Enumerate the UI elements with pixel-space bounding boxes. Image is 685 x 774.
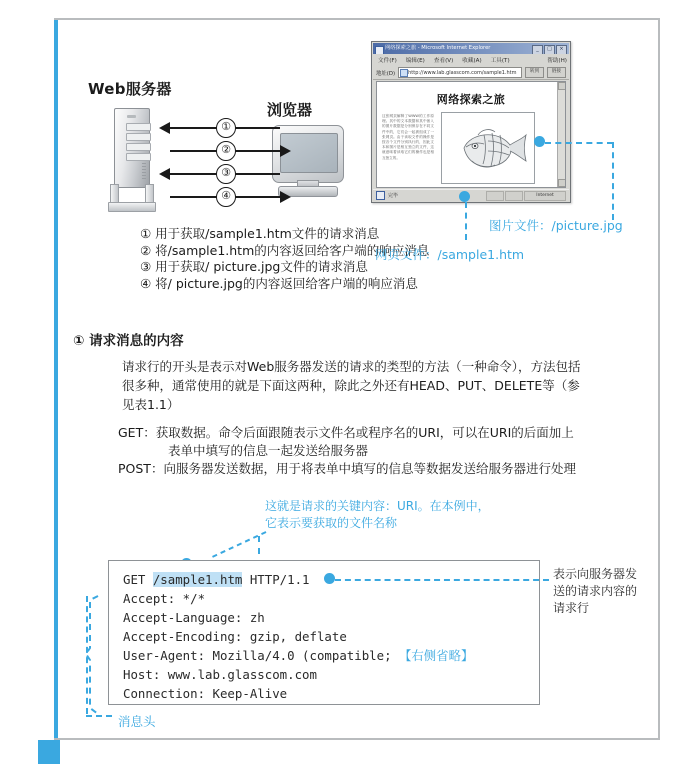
frame-right-border: [658, 18, 660, 740]
maximize-icon[interactable]: □: [544, 45, 555, 54]
header-accept-encoding: Accept-Encoding: gzip, deflate: [123, 629, 347, 644]
uri-annotation-line1: 这就是请求的关键内容：URI。在本例中，: [265, 499, 490, 513]
status-icon: [376, 191, 385, 200]
arrow-number: ①: [216, 118, 236, 138]
header-accept: Accept: */*: [123, 591, 206, 606]
callout-dot-page: [459, 191, 470, 202]
legend-item: ② 将/sample1.htm的内容返回给客户端的响应消息: [140, 242, 430, 258]
web-page-image: [441, 112, 535, 184]
arrowhead-left-icon: [159, 122, 170, 134]
arrowhead-right-icon: [280, 191, 291, 203]
legend-item: ① 用于获取/sample1.htm文件的请求消息: [140, 226, 380, 241]
definition-term: GET：: [118, 425, 156, 440]
arrow-number: ④: [216, 187, 236, 207]
arrowhead-right-icon: [280, 145, 291, 157]
http-request-box: [108, 560, 540, 705]
request-version: HTTP/1.1: [242, 572, 310, 587]
server-chassis: [114, 108, 150, 188]
links-button[interactable]: 链接: [547, 67, 566, 78]
header-user-agent: User-Agent: Mozilla/4.0 (compatible;: [123, 648, 400, 663]
scroll-up-icon[interactable]: [558, 82, 566, 90]
internet-explorer-window[interactable]: [371, 41, 571, 203]
close-icon[interactable]: ×: [556, 45, 567, 54]
callout-dot-right-note: [324, 573, 335, 584]
web-server-label: Web服务器: [88, 80, 172, 98]
minimize-icon[interactable]: _: [532, 45, 543, 54]
page-scrollbar[interactable]: [557, 82, 565, 187]
section-heading: ① 请求消息的内容: [73, 333, 184, 349]
server-bay: [126, 123, 151, 131]
server-bay: [126, 143, 151, 151]
window-title-text: 网络探索之旅 - Microsoft Internet Explorer: [385, 45, 491, 51]
status-zone: Internet: [524, 191, 566, 201]
menu-item-view[interactable]: 查看(V): [433, 58, 454, 64]
url-input[interactable]: http://www.lab.glasscom.com/sample1.htm: [398, 67, 522, 78]
callout-line-image-v: [612, 142, 614, 220]
page-viewport: [376, 81, 566, 188]
server-base: [108, 184, 154, 210]
web-page-paragraph: 这张网页解释了WWW的工作原理。其中的文本数据和其中嵌入的图片数据是分别保存在不同文件中的，它们会一起被组成了一张网页。由于读取文件的操作是按各个文件分别执行的，因此文本和图片是相互独立的文件，这就意味着读取它们的操作也是相互独立的。: [382, 114, 434, 160]
web-server-icon: [108, 108, 156, 210]
status-cell: [486, 191, 504, 201]
section-paragraph: 请求行的开头是表示对Web服务器发送的请求的类型的方法（一种命令），方法包括很多种，通常使用的就是下面这两种，除此之外还有HEAD、PUT、DELETE等（参见表1.1）: [122, 359, 581, 412]
menu-item-help[interactable]: 帮助(H): [547, 58, 567, 64]
request-uri: /sample1.htm: [152, 572, 243, 587]
frame-left-accent-bar: [54, 18, 58, 740]
uri-annotation-line2: 它表示要获取的文件名称: [265, 516, 398, 530]
server-foot: [108, 202, 156, 212]
status-cell: [505, 191, 523, 201]
omitted-marker: 【右侧省略】: [399, 648, 474, 663]
menu-item-favorites[interactable]: 收藏(A): [462, 58, 482, 64]
server-vent: [142, 163, 146, 181]
address-label: 地址(D): [376, 70, 396, 77]
message-header-label: 消息头: [118, 714, 156, 729]
menu-item-file[interactable]: 文件(F): [378, 58, 397, 64]
message-header-brace: [84, 592, 108, 718]
header-connection: Connection: Keep-Alive: [123, 686, 288, 701]
uri-annotation: [265, 498, 490, 532]
legend-item: ④ 将/ picture.jpg的内容返回给客户端的响应消息: [140, 275, 418, 291]
callout-line-right-note: [335, 579, 549, 581]
status-text: 完毕: [388, 193, 399, 199]
status-cells: [486, 191, 566, 201]
frame-top-border: [54, 18, 660, 20]
window-controls[interactable]: [532, 45, 567, 54]
go-button[interactable]: 转到: [525, 67, 544, 78]
http-request-text: [123, 570, 473, 703]
header-accept-language: Accept-Language: zh: [123, 610, 265, 625]
callout-label-image-file: 图片文件：/picture.jpg: [489, 218, 623, 233]
request-method: GET: [123, 572, 153, 587]
callout-dot-image: [534, 136, 545, 147]
menu-item-edit[interactable]: 编辑(E): [405, 58, 425, 64]
definition-text: 向服务器发送数据，用于将表单中填写的信息等数据发送给服务器进行处理: [163, 461, 576, 476]
arrow-2: [170, 143, 280, 156]
arrow-number: ③: [216, 164, 236, 184]
browser-monitor-icon: [272, 125, 344, 197]
definition-text: 获取数据。命令后面跟随表示文件名或程序名的URI，可以在URI的后面加上: [155, 425, 574, 440]
ie-app-icon: [375, 46, 384, 55]
status-bar: [373, 189, 569, 201]
web-page-heading: 网络探索之旅: [436, 93, 506, 106]
definition-post: [118, 460, 618, 478]
menu-item-tools[interactable]: 工具(T): [490, 58, 510, 64]
definition-term: POST：: [118, 461, 164, 476]
window-title-bar: [373, 43, 569, 54]
arrow-3: [170, 166, 280, 179]
frame-bottom-border: [54, 738, 660, 740]
scroll-down-icon[interactable]: [558, 179, 566, 187]
arrowhead-left-icon: [159, 168, 170, 180]
definition-get-cont: 表单中填写的信息一起发送给服务器: [168, 443, 369, 458]
browser-label: 浏览器: [267, 101, 313, 119]
callout-label-page-file: 网页文件：/sample1.htm: [375, 247, 525, 262]
server-bay: [126, 153, 151, 161]
method-definitions: [118, 424, 618, 478]
header-host: Host: www.lab.glasscom.com: [123, 667, 317, 682]
arrow-number: ②: [216, 141, 236, 161]
server-bay: [126, 133, 151, 141]
server-led: [127, 115, 136, 118]
address-bar[interactable]: [373, 66, 569, 80]
arrow-4: [170, 189, 280, 202]
callout-line-page-v: [465, 202, 467, 240]
legend-item: ③ 用于获取/ picture.jpg文件的请求消息: [140, 259, 368, 274]
fish-illustration-icon: [448, 121, 528, 175]
arrow-1: [170, 120, 280, 133]
corner-accent-square: [38, 740, 60, 764]
callout-line-image-h: [545, 142, 613, 144]
request-line-annotation: 表示向服务器发送的请求内容的请求行: [553, 567, 638, 615]
definition-get: [118, 424, 618, 442]
